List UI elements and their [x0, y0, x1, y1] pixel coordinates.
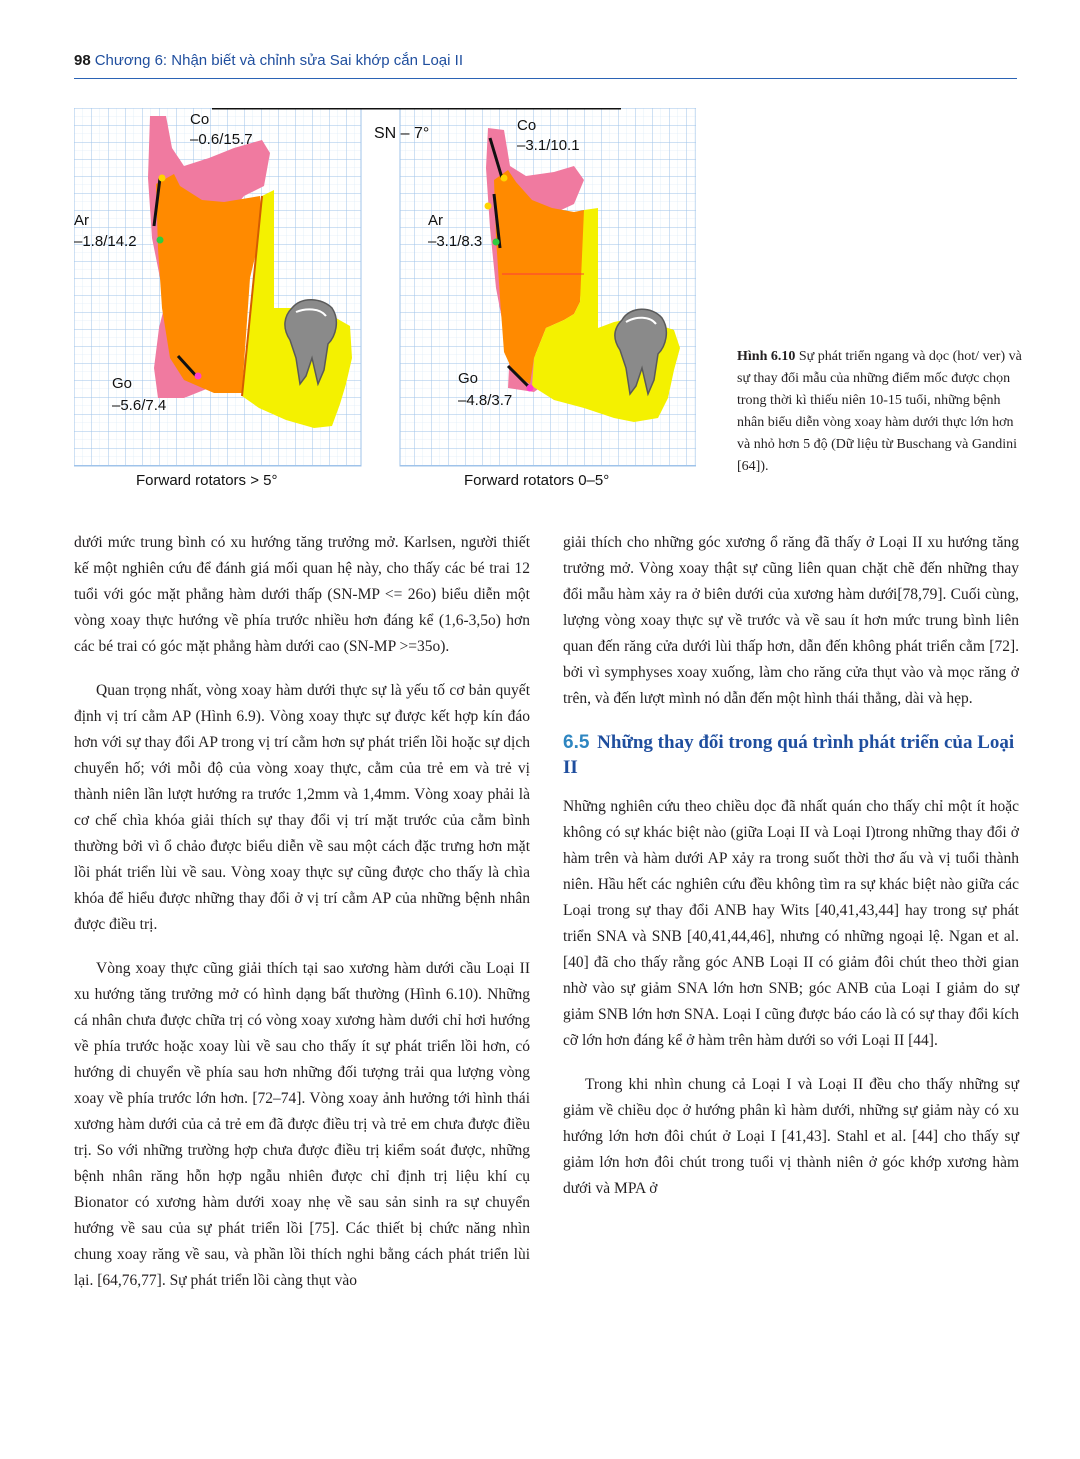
go-value-right: –4.8/3.7: [458, 392, 513, 409]
figure-6-10: [74, 108, 696, 498]
paragraph: Trong khi nhìn chung cả Loại I và Loại II đều cho thấy những sự giảm về chiều dọc ở hướng phân kì hàm dưới, những sự giảm này có xu hướng lớn hơn đôi chút ở Loại I [41,43]. Stahl et al. [44] cho thấy sự giảm lớn hơn đôi chút trong tuổi vị thành niên ở góc khớp xương hàm dưới và MPA ở: [563, 1076, 1019, 1197]
go-label-left: Go: [112, 375, 133, 392]
co-point-left: [159, 175, 166, 182]
paragraph: giải thích cho những góc xương ổ răng đã thấy ở Loại II xu hướng tăng trưởng mở. Vòng xoay thật sự cũng liên quan chặt chẽ đến những thay đổi mẫu hàm xảy ra ở biên dưới của xương hàm dưới[78,79]. Cuối cùng, lượng vòng xoay thực sự về trước và về sau ít hơn mức trung bình liên quan đến răng cửa dưới lùi thấp hơn, dẫn đến không phát triển cằm [72]. bởi vì symphyses xoay xuống, làm cho răng cửa thụt vào và mọc răng ở trên, và đến lượt mình nó dẫn đến một hình thái thẳng, dài và hẹp.: [563, 534, 1019, 707]
caption-right: Forward rotators 0–5°: [464, 472, 610, 489]
co-label-right: Co: [517, 117, 537, 134]
go-point-left: [195, 373, 202, 380]
header-rule: [74, 78, 1017, 79]
page-number: 98: [74, 52, 91, 69]
section-heading: [563, 730, 1019, 780]
ar-point-right: [485, 203, 492, 210]
go-label-right: Go: [458, 370, 479, 387]
section-title: Những thay đổi trong quá trình phát triển của Loại II: [563, 732, 1015, 778]
chapter-title: Chương 6: Nhận biết và chỉnh sửa Sai khớp cắn Loại II: [94, 52, 463, 69]
ar-label-left: Ar: [74, 212, 89, 229]
ar-value-right: –3.1/8.3: [428, 233, 483, 250]
ar-value-left: –1.8/14.2: [74, 233, 137, 250]
paragraph: dưới mức trung bình có xu hướng tăng trưởng mở. Karlsen, người thiết kế một nghiên cứu để đánh giá mối quan hệ này, cho thấy các bé trai 12 tuổi với góc mặt phẳng hàm dưới thấp (SN-MP <= 26o) biểu diễn một vòng xoay thực hướng về phía trước nhiều hơn đáng kể (1,6-3,5o) hơn các bé trai có góc mặt phẳng hàm dưới cao (SN-MP >=35o).: [74, 534, 530, 655]
co-value-right: –3.1/10.1: [517, 137, 580, 154]
paragraph: Quan trọng nhất, vòng xoay hàm dưới thực sự là yếu tố cơ bản quyết định vị trí cằm AP (Hình 6.9). Vòng xoay thực sự được kết hợp kín đáo hơn với sự thay đổi AP trong vị trí cằm hơn sự phát triển lồi hoặc sự dịch chuyển hố; với mỗi độ của vòng xoay thực, cằm của trẻ em và trẻ vị thành niên lần lượt hướng ra trước 1,2mm và 1,4mm. Vòng xoay phải là cơ chế chìa khóa giải thích sự thay đổi vị trí mặt trước của cằm bình thường bởi vì ổ chảo được biểu diễn về sau một cách đặc trưng hơn mặt lồi phát triển lùi về sau. Vòng xoay thực sự cũng được cho thấy là chìa khóa để hiểu được những thay đổi ở vị trí cằm AP của những bệnh nhân được điều trị.: [74, 682, 530, 933]
sn-label: SN – 7°: [374, 125, 430, 142]
co-value-left: –0.6/15.7: [190, 131, 253, 148]
ar-green-point-right: [493, 239, 500, 246]
ar-point-left: [157, 237, 164, 244]
figure-caption: [737, 346, 1027, 478]
co-point-right: [501, 175, 508, 182]
ar-label-right: Ar: [428, 212, 443, 229]
caption-label: Hình 6.10: [737, 349, 796, 364]
running-header: [74, 52, 463, 69]
go-point-right: [527, 385, 534, 392]
co-label-left: Co: [190, 111, 210, 128]
section-number: 6.5: [563, 732, 590, 753]
caption-text: Sự phát triển ngang và dọc (hot/ ver) và sự thay đổi mẫu của những điểm mốc được chọn trong thời kì thiếu niên 10-15 tuổi, những bệnh nhân biểu diễn vòng xoay hàm dưới thực lớn hơn và nhỏ hơn 5 độ (Dữ liệu từ Buschang và Gandini [64]).: [737, 349, 1022, 474]
caption-left: Forward rotators > 5°: [136, 472, 278, 489]
paragraph: Những nghiên cứu theo chiều dọc đã nhất quán cho thấy chỉ một ít hoặc không có sự khác biệt nào (giữa Loại II và Loại I)trong những thay đổi ở hàm trên và hàm dưới AP xảy ra trong suốt thời thơ ấu và vị tuổi thành niên. Hầu hết các nghiên cứu đều không tìm ra sự khác biệt nào giữa các Loại trong sự thay đổi ANB hay Wits [40,41,43,44] hay trong sự phát triển SNA và SNB [40,41,44,46], nhưng có những ngoại lệ. Ngan et al. [40] đã cho thấy rằng góc ANB Loại II có giảm đôi chút theo thời gian nhờ vào sự giảm SNA lớn hơn SNB; góc ANB của Loại I giảm do sự giảm SNB lớn hơn SNA. Loại I cũng được báo cáo là có sự thay đổi kích cỡ lớn hơn đáng kể ở hàm trên hàm dưới so với Loại II [44].: [563, 798, 1019, 1049]
column-right: [563, 530, 1019, 1220]
column-left: [74, 530, 530, 1312]
go-value-left: –5.6/7.4: [112, 397, 167, 414]
paragraph: Vòng xoay thực cũng giải thích tại sao xương hàm dưới cầu Loại II xu hướng tăng trưởng mở có hình dạng bất thường (Hình 6.10). Những cá nhân chưa được chữa trị có vòng xoay xương hàm dưới chỉ hơi hướng về phía trước hoặc xoay lùi về sau cho thấy ít sự phát triển lồi hơn, có hướng di chuyển về phía sau hơn những đối tượng trải qua lượng vòng xoay về phía trước lớn hơn. [72–74]. Vòng xoay ảnh hưởng tới hình thái xương hàm dưới của cả trẻ em đã được điều trị và trẻ em chưa được điều trị. So với những trường hợp chưa được điều trị kiểm soát được, những bệnh nhân răng hỗn hợp ngẫu nhiên được chỉ định trị liệu khí cụ Bionator có xương hàm dưới xoay nhẹ về sau sản sinh ra sự chuyển hướng về sau của sự phát triển lồi [75]. Các thiết bị chức năng nhìn chung xoay răng về sau, và phần lồi thích nghi bằng cách phát triển lùi lại. [64,76,77]. Sự phát triển lồi càng thụt vào: [74, 960, 530, 1289]
